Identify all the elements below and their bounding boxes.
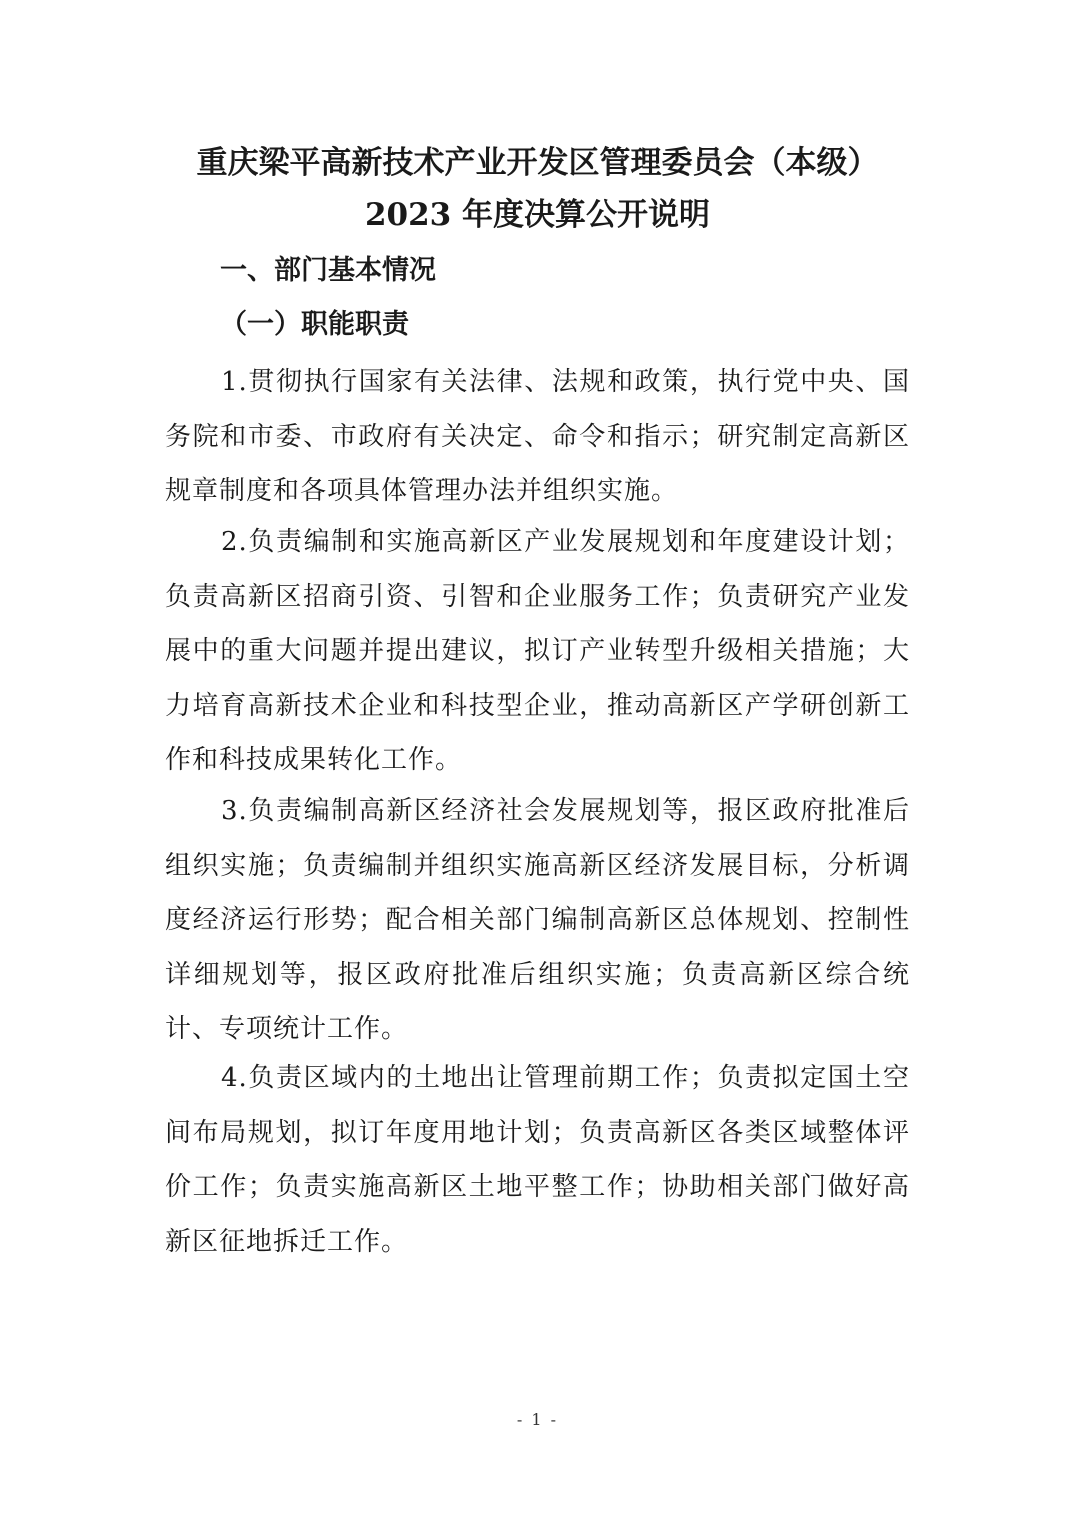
page-number: - 1 - xyxy=(516,1410,559,1429)
paragraph-duty-1: 1.贯彻执行国家有关法律、法规和政策，执行党中央、国务院和市委、市政府有关决定、命令和指示；研究制定高新区规章制度和各项具体管理办法并组织实施。 xyxy=(165,367,910,507)
paragraph-duty-3: 3.负责编制高新区经济社会发展规划等，报区政府批准后组织实施；负责编制并组织实施高新区经济发展目标，分析调度经济运行形势；配合相关部门编制高新区总体规划、控制性详细规划等，报区政府批准后组织实施；负责高新区综合统计、专项统计工作。 xyxy=(165,796,910,1045)
paragraph-duty-2: 2.负责编制和实施高新区产业发展规划和年度建设计划；负责高新区招商引资、引智和企业服务工作；负责研究产业发展中的重大问题并提出建议，拟订产业转型升级相关措施；大力培育高新技术企业和科技型企业，推动高新区产学研创新工作和科技成果转化工作。 xyxy=(165,527,910,776)
paragraph-duty-4: 4.负责区域内的土地出让管理前期工作；负责拟定国土空间布局规划，拟订年度用地计划；负责高新区各类区域整体评价工作；负责实施高新区土地平整工作；协助相关部门做好高新区征地拆迁工作。 xyxy=(165,1063,910,1257)
document-title-line-2: 2023 年度决算公开说明 xyxy=(364,197,711,233)
document-title-line-1: 重庆梁平高新技术产业开发区管理委员会（本级） xyxy=(196,145,879,181)
subsection-heading: （一）职能职责 xyxy=(220,309,409,340)
section-heading: 一、部门基本情况 xyxy=(220,255,436,286)
